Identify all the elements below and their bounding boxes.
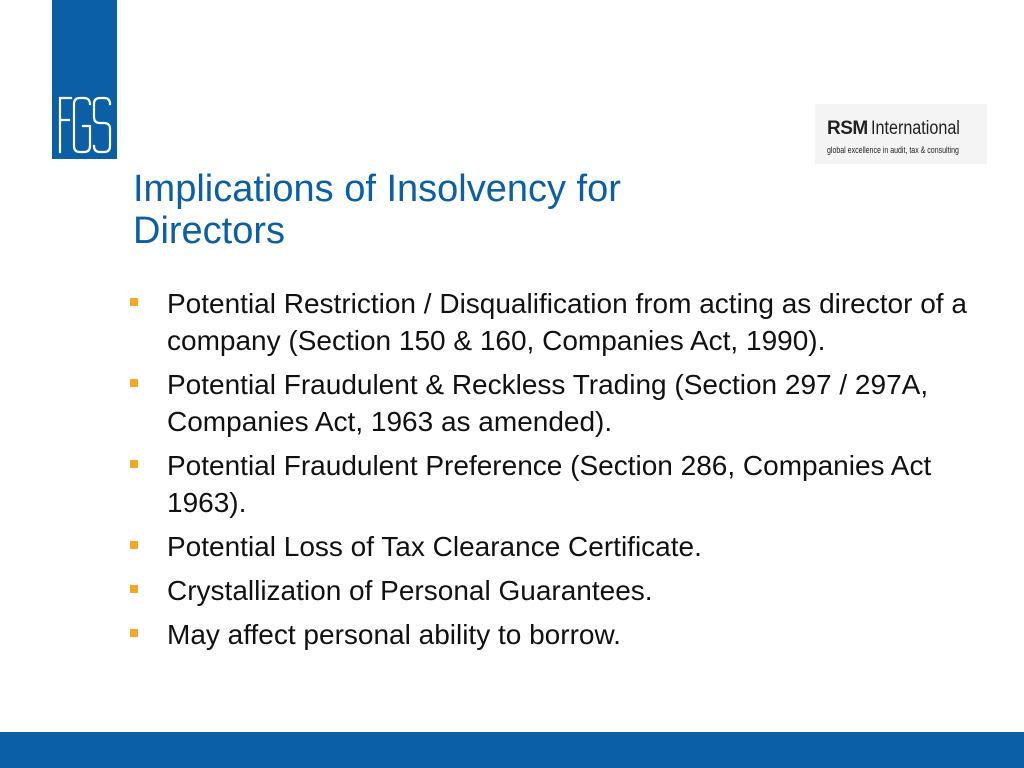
footer-bar xyxy=(0,732,1024,768)
bullet-square-icon xyxy=(130,460,138,468)
fgs-logo-mark xyxy=(52,0,117,159)
rsm-logo-wordmark xyxy=(827,118,975,140)
fgs-logo xyxy=(52,0,117,159)
bullet-item xyxy=(129,616,969,653)
bullet-text: Potential Fraudulent Preference (Section 286, Companies Act 1963). xyxy=(167,450,932,518)
bullet-item xyxy=(129,447,969,521)
bullet-square-icon xyxy=(130,541,138,549)
bullet-item xyxy=(129,528,969,565)
bullet-text: May affect personal ability to borrow. xyxy=(167,619,621,650)
rsm-logo-name: RSM xyxy=(827,118,868,139)
bullet-list xyxy=(129,285,969,660)
slide-title: Implications of Insolvency for Directors xyxy=(133,168,621,252)
bullet-text: Crystallization of Personal Guarantees. xyxy=(167,575,653,606)
bullet-text: Potential Restriction / Disqualification from acting as director of a company (Section 150 & 160, Companies Act, 1990). xyxy=(167,288,967,356)
bullet-square-icon xyxy=(130,585,138,593)
bullet-square-icon xyxy=(130,629,138,637)
bullet-text: Potential Fraudulent & Reckless Trading (Section 297 / 297A, Companies Act, 1963 as amended). xyxy=(167,369,929,437)
rsm-logo-suffix: International xyxy=(870,118,960,139)
rsm-logo-tagline: global excellence in audit, tax & consulting xyxy=(827,145,959,155)
bullet-square-icon xyxy=(130,379,138,387)
bullet-text: Potential Loss of Tax Clearance Certificate. xyxy=(167,531,702,562)
rsm-international-logo xyxy=(815,104,987,164)
bullet-item xyxy=(129,366,969,440)
bullet-item xyxy=(129,285,969,359)
bullet-item xyxy=(129,572,969,609)
bullet-square-icon xyxy=(130,298,138,306)
